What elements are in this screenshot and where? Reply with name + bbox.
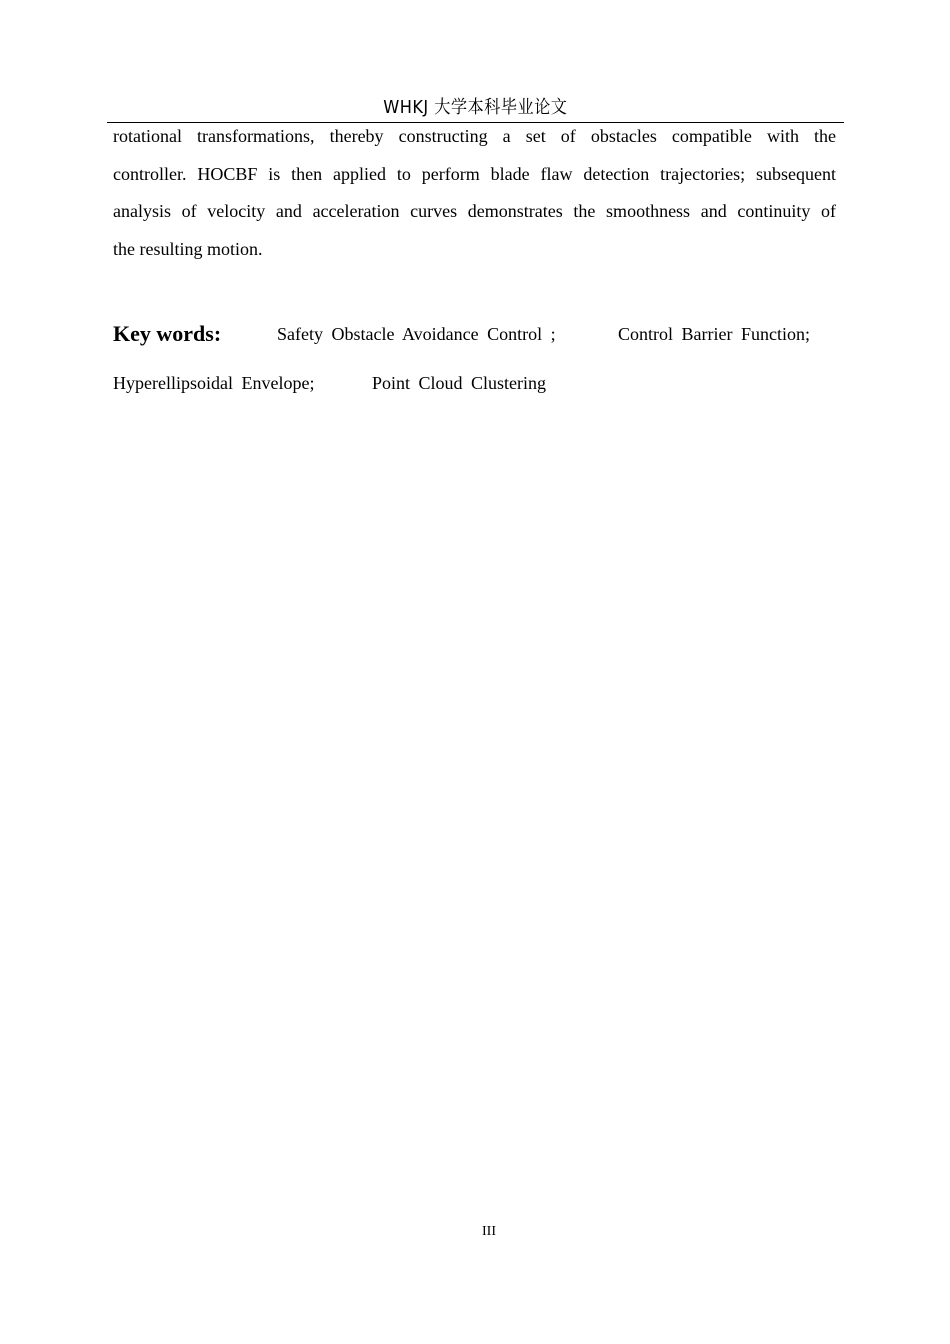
abstract-line: rotational transformations, thereby constructing a set of obstacles compatible with the	[113, 126, 836, 146]
keyword-item: Hyperellipsoidal Envelope;	[113, 373, 315, 393]
page-number: III	[482, 1224, 496, 1239]
keywords-label: Key words:	[113, 321, 222, 346]
abstract-body	[113, 118, 836, 268]
keyword-item: Safety Obstacle Avoidance Control ;	[277, 324, 556, 344]
header-title: WHKJ 大学本科毕业论文	[383, 97, 568, 118]
abstract-line: the resulting motion.	[113, 238, 263, 259]
keyword-item: Control Barrier Function;	[618, 324, 810, 344]
abstract-line: controller. HOCBF is then applied to perform blade flaw detection trajectories; subsequent	[113, 163, 836, 184]
abstract-line: analysis of velocity and acceleration curves demonstrates the smoothness and continuity of	[113, 201, 836, 221]
keywords-section	[113, 316, 836, 393]
keyword-item: Point Cloud Clustering	[372, 373, 547, 393]
